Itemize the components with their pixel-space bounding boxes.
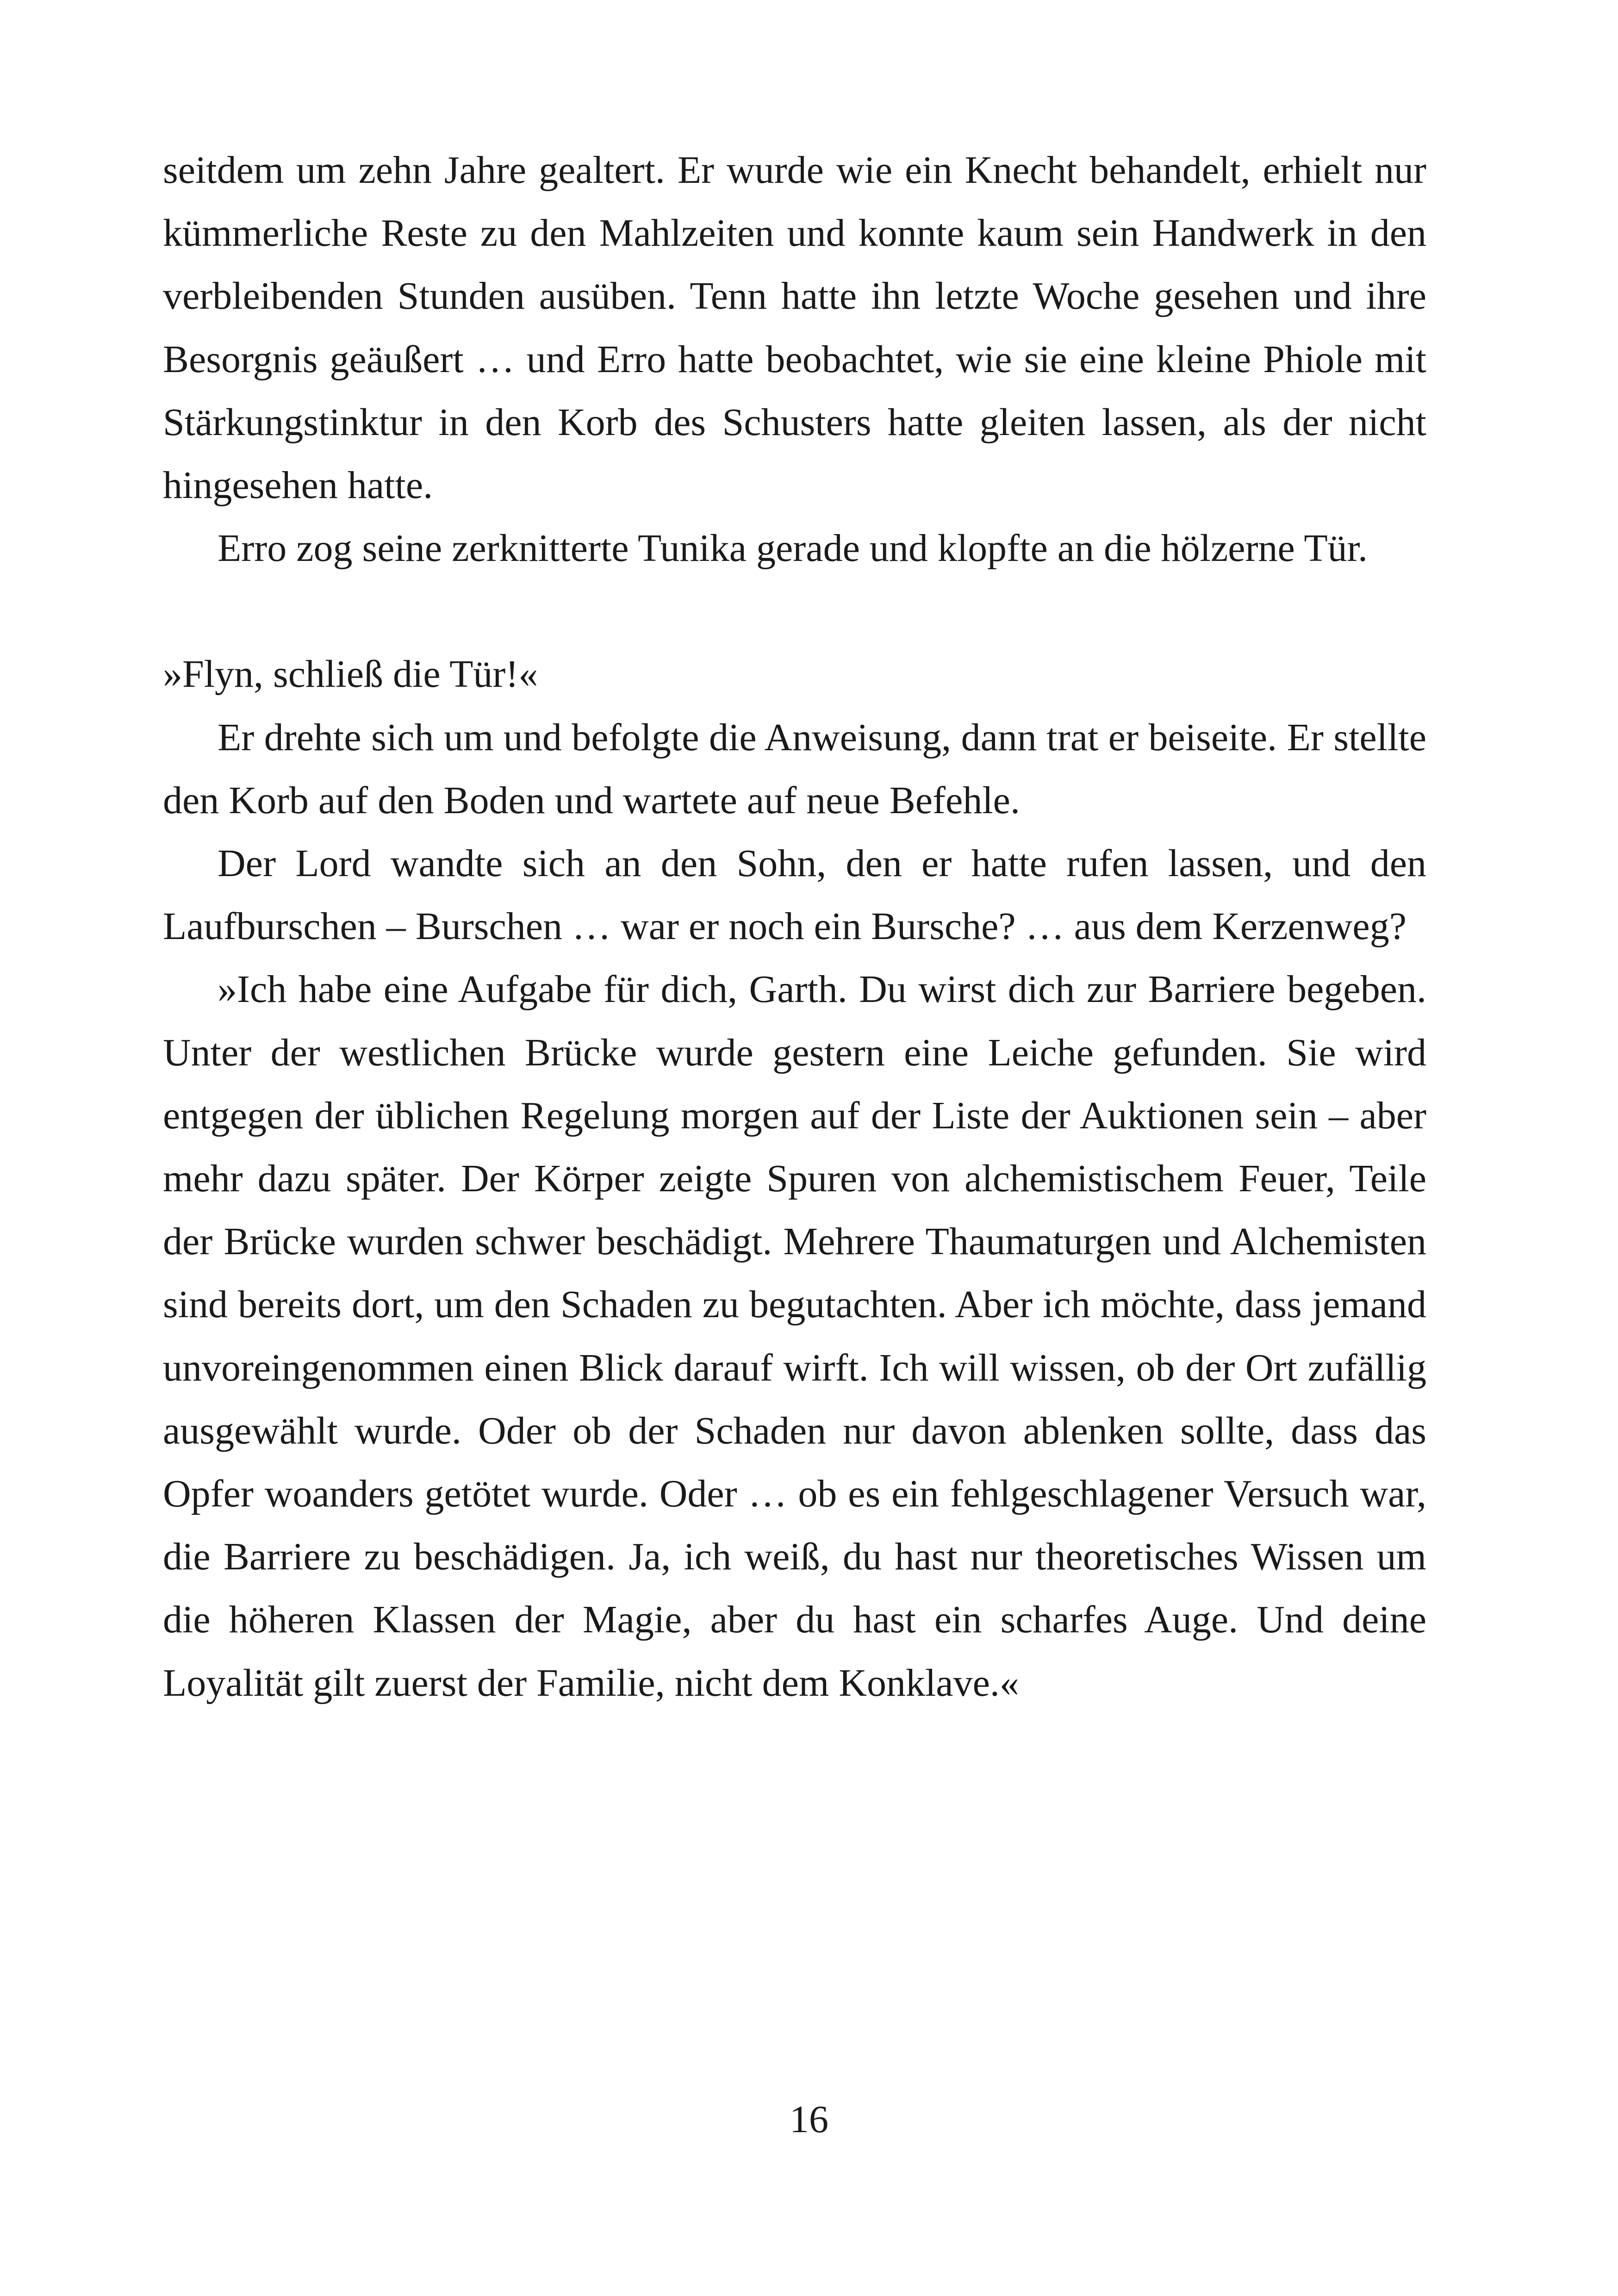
paragraph-continuation: seitdem um zehn Jahre gealtert. Er wurde wie ein Knecht behandelt, erhielt nur kümmerliche Reste zu den Mahlzeiten und konnte kaum sein Handwerk in den verbleibenden Stunden ausüben. Tenn hatte ihn letzte Woche gesehen und ihre Besorgnis geäußert … und Erro hatte beobachtet, wie sie eine kleine Phiole mit Stärkungstinktur in den Korb des Schusters hatte gleiten lassen, als der nicht hingesehen hatte. [163, 149, 1426, 507]
paragraph-lord-speech: »Ich habe eine Aufgabe für dich, Garth. Du wirst dich zur Barriere begeben. Unter der westlichen Brücke wurde gestern eine Leiche gefunden. Sie wird entgegen der üblichen Regelung morgen auf der Liste der Auktionen sein – aber mehr dazu später. Der Körper zeigte Spuren von alchemistischem Feuer, Teile der Brücke wurden schwer beschädigt. Mehrere Thaumaturgen und Alchemisten sind bereits dort, um den Schaden zu begutachten. Aber ich möchte, dass jemand unvoreingenommen einen Blick darauf wirft. Ich will wissen, ob der Ort zufällig ausgewählt wurde. Oder ob der Schaden nur davon ablenken sollte, dass das Opfer woanders getötet wurde. Oder … ob es ein fehlgeschlagener Versuch war, die Barriere zu beschädigen. Ja, ich weiß, du hast nur theoretisches Wissen um die höheren Klassen der Magie, aber du hast ein scharfes Auge. Und deine Loyalität gilt zuerst der Familie, nicht dem Konklave.« [163, 968, 1426, 1705]
page-number: 16 [790, 2098, 828, 2141]
paragraph-befolgte-anweisung: Er drehte sich um und befolgte die Anweisung, dann trat er beiseite. Er stellte den Korb auf den Boden und wartete auf neue Befehle. [163, 716, 1426, 822]
paragraph-lord-wandte: Der Lord wandte sich an den Sohn, den er hatte rufen lassen, und den Laufburschen – Burschen … war er noch ein Bursche? … aus dem Kerzenweg? [163, 842, 1426, 948]
scene-break [163, 580, 1426, 643]
page-body [163, 139, 1426, 1715]
paragraph-dialogue-flyn: »Flyn, schließ die Tür!« [163, 653, 538, 696]
paragraph-erro-tunika: Erro zog seine zerknitterte Tunika gerade und klopfte an die hölzerne Tür. [218, 527, 1368, 570]
